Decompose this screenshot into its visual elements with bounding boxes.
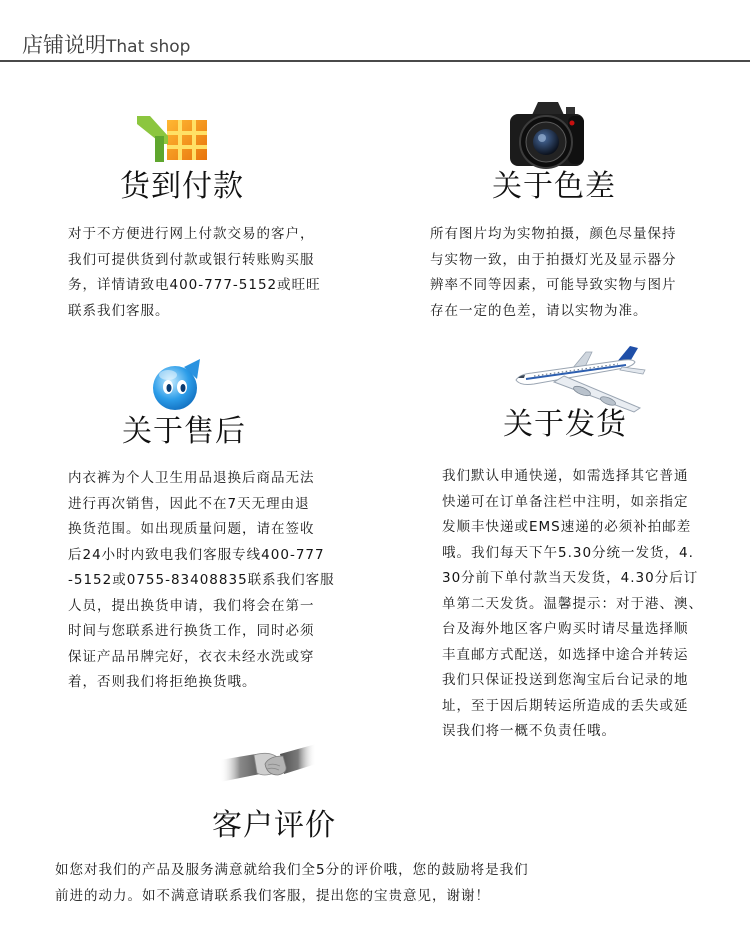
text-line: 人员，提出换货申请，我们将会在第一 [68,597,315,614]
text-line: 存在一定的色差，请以实物为准。 [430,302,648,319]
text-line: 进行再次销售，因此不在7天无理由退 [68,495,310,512]
shipping-text [442,464,703,745]
text-line: 时间与您联系进行换货工作，同时必须 [68,623,315,639]
reviews-title: 客户评价 [212,808,336,843]
text-line: 30分前下单付款当天发货，4.30分后订 [442,570,699,586]
text-line: 丰直邮方式配送，如选择中途合并转运 [442,646,689,663]
color-difference-text [430,222,677,324]
text-line: 与实物一致，由于拍摄灯光及显示器分 [430,251,677,268]
text-line: -5152或0755-83408835联系我们客服 [68,572,335,588]
text-line: 所有图片均为实物拍摄，颜色尽量保持 [430,226,677,242]
airplane-icon [512,346,650,416]
text-line: 对于不方便进行网上付款交易的客户， [68,226,315,242]
reviews-text [55,858,529,909]
aliwangwang-icon [150,357,202,411]
cash-on-delivery-icon [137,112,209,164]
text-line: 我们可提供货到付款或银行转账购买服 [68,251,315,268]
text-line: 哦。我们每天下午5.30分统一发货，4. [442,544,694,561]
after-sales-title: 关于售后 [122,414,246,449]
text-line: 发顺丰快递或EMS速递的必须补拍邮差 [442,519,692,535]
text-line: 辨率不同等因素，可能导致实物与图片 [430,277,677,293]
text-line: 联系我们客服。 [68,302,170,319]
handshake-icon [220,738,316,792]
text-line: 换货范围。如出现质量问题，请在签收 [68,521,315,537]
camera-icon [508,98,586,172]
page-header [22,31,190,61]
text-line: 着，否则我们将拒绝换货哦。 [68,674,257,690]
text-line: 址，至于因后期转运所造成的丢失或延 [442,697,689,714]
header-divider [0,60,750,62]
cash-on-delivery-title: 货到付款 [120,169,244,204]
text-line: 务，详情请致电400-777-5152或旺旺 [68,277,321,293]
text-line: 后24小时内致电我们客服专线400-777 [68,546,325,563]
text-line: 误我们将一概不负责任哦。 [442,723,616,739]
text-line: 如您对我们的产品及服务满意就给我们全5分的评价哦，您的鼓励将是我们 [55,862,529,878]
shipping-title: 关于发货 [503,407,627,442]
text-line: 保证产品吊牌完好，衣衣未经水洗或穿 [68,648,315,665]
text-line: 快递可在订单备注栏中注明，如亲指定 [442,493,689,510]
text-line: 单第二天发货。温馨提示：对于港、澳、 [442,595,703,612]
header-subtitle: That shop [106,37,191,57]
text-line: 我们默认申通快递，如需选择其它普通 [442,468,689,484]
text-line: 我们只保证投送到您淘宝后台记录的地 [442,672,689,688]
header-title: 店铺说明 [22,33,106,57]
color-difference-title: 关于色差 [492,169,616,204]
cash-on-delivery-text [68,222,321,324]
text-line: 前进的动力。如不满意请联系我们客服，提出您的宝贵意见，谢谢！ [55,887,490,904]
text-line: 台及海外地区客户购买时请尽量选择顺 [442,621,689,637]
after-sales-text [68,466,335,696]
text-line: 内衣裤为个人卫生用品退换后商品无法 [68,470,315,486]
